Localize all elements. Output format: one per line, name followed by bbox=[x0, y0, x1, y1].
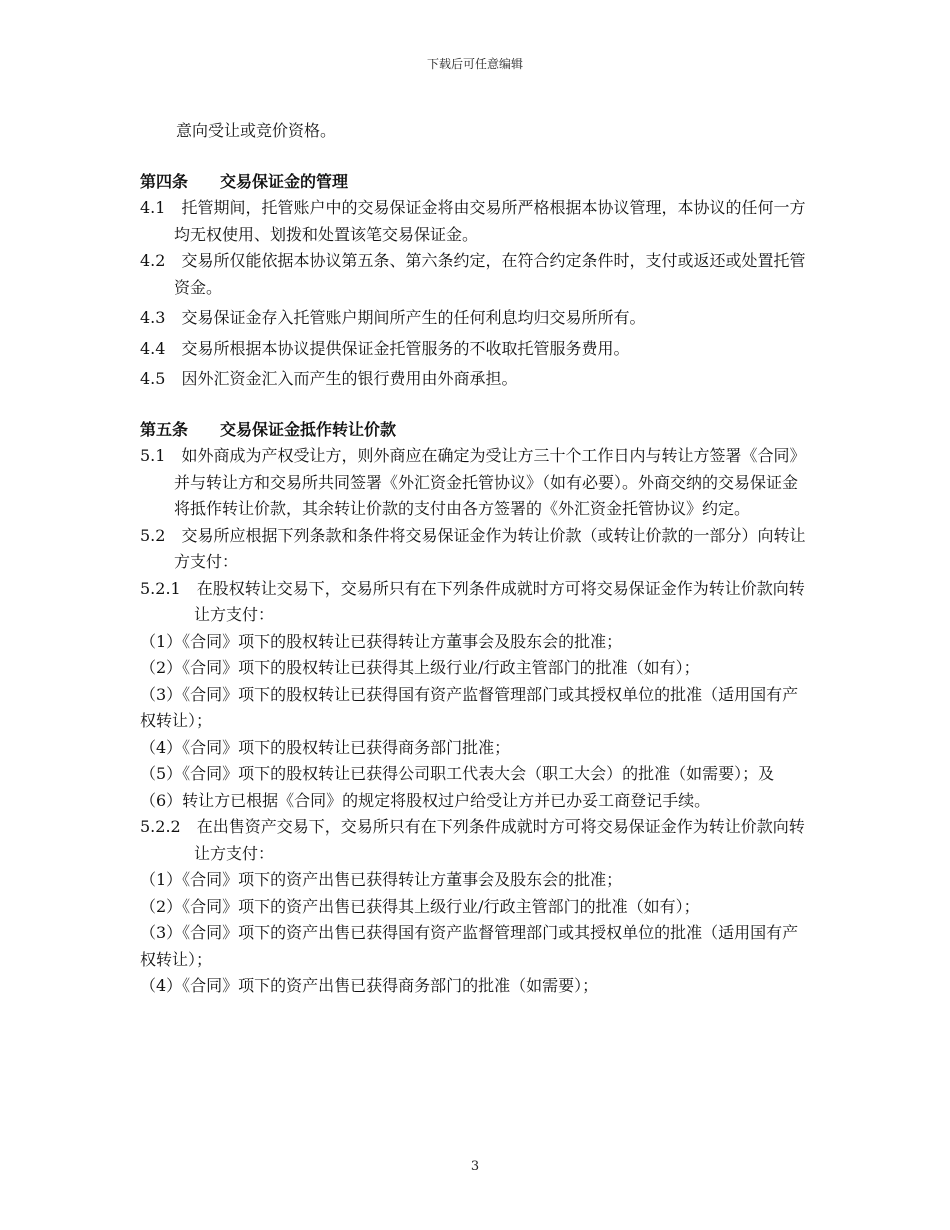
page-header: 下载后可任意编辑 bbox=[426, 57, 523, 71]
clause-5-2: 5.2 交易所应根据下列条款和条件将交易保证金作为转让价款（或转让价款的一部分）向转让方支付： bbox=[140, 525, 806, 571]
clause-5-2-2: 5.2.2 在出售资产交易下，交易所只有在下列条件成就时方可将交易保证金作为转让价款向转让方支付： bbox=[140, 817, 805, 863]
clause-4-2: 4.2 交易所仅能依据本协议第五条、第六条约定，在符合约定条件时，支付或返还或处置托管资金。 bbox=[140, 251, 806, 297]
clause-5-1: 5.1 如外商成为产权受让方，则外商应在确定为受让方三十个工作日内与转让方签署《合同》并与转让方和交易所共同签署《外汇资金托管协议》（如有必要）。外商交纳的交易保证金将抵作转让价款，其余转让价款的支付由各方签署的《外汇资金托管协议》约定。 bbox=[140, 446, 806, 518]
clause-4-3: 4.3 交易保证金存入托管账户期间所产生的任何利息均归交易所所有。 bbox=[140, 308, 646, 327]
document-body bbox=[140, 118, 812, 1000]
clause-5-2-1: 5.2.1 在股权转让交易下，交易所只有在下列条件成就时方可将交易保证金作为转让价款向转让方支付： bbox=[140, 578, 805, 624]
list-item: （1）《合同》项下的资产出售已获得转让方董事会及股东会的批准； bbox=[140, 870, 623, 889]
article-5-heading: 第五条 交易保证金抵作转让价款 bbox=[140, 419, 397, 439]
list-item: （5）《合同》项下的股权转让已获得公司职工代表大会（职工大会）的批准（如需要）；及 bbox=[140, 764, 775, 783]
list-item: （1）《合同》项下的股权转让已获得转让方董事会及股东会的批准； bbox=[140, 631, 623, 651]
clause-4-1: 4.1 托管期间，托管账户中的交易保证金将由交易所严格根据本协议管理，本协议的任何一方均无权使用、划拨和处置该笔交易保证金。 bbox=[140, 198, 806, 244]
list-item: （3）《合同》项下的股权转让已获得国有资产监督管理部门或其授权单位的批准（适用国有产权转让）； bbox=[140, 684, 799, 730]
article-4-heading: 第四条 交易保证金的管理 bbox=[140, 171, 349, 191]
list-item: （4）《合同》项下的资产出售已获得商务部门的批准（如需要）； bbox=[140, 976, 599, 995]
list-item: （3）《合同》项下的资产出售已获得国有资产监督管理部门或其授权单位的批准（适用国有产权转让）； bbox=[140, 923, 799, 969]
list-item: （2）《合同》项下的股权转让已获得其上级行业/行政主管部门的批准（如有）； bbox=[140, 658, 700, 677]
clause-4-5: 4.5 因外汇资金汇入而产生的银行费用由外商承担。 bbox=[140, 369, 518, 388]
list-item: （2）《合同》项下的资产出售已获得其上级行业/行政主管部门的批准（如有）； bbox=[140, 896, 700, 916]
list-item: （4）《合同》项下的股权转让已获得商务部门批准； bbox=[140, 737, 511, 757]
list-item: （6）转让方已根据《合同》的规定将股权过户给受让方并已办妥工商登记手续。 bbox=[140, 790, 711, 810]
page-number: 3 bbox=[470, 1159, 480, 1174]
paragraph-continuation: 意向受让或竞价资格。 bbox=[176, 121, 337, 140]
clause-4-4: 4.4 交易所根据本协议提供保证金托管服务的不收取托管服务费用。 bbox=[140, 338, 630, 358]
